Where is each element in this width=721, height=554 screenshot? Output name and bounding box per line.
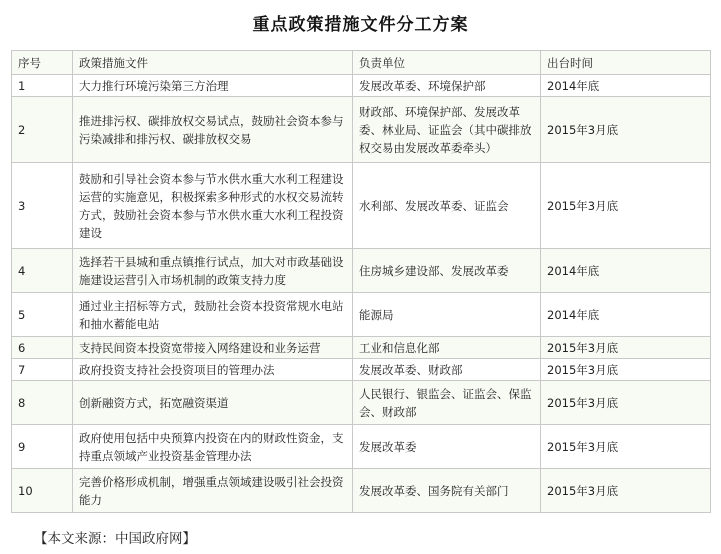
row-num: 8 <box>12 381 73 425</box>
row-num: 3 <box>12 163 73 249</box>
row-unit: 能源局 <box>353 293 541 337</box>
row-unit: 财政部、环境保护部、发展改革委、林业局、证监会（其中碳排放权交易由发展改革委牵头） <box>353 97 541 163</box>
table-header-row <box>12 51 711 75</box>
policy-table <box>11 50 711 513</box>
row-num: 10 <box>12 469 73 513</box>
table-row <box>12 359 711 381</box>
header-measure: 政策措施文件 <box>73 51 353 75</box>
row-num: 2 <box>12 97 73 163</box>
row-time: 2014年底 <box>541 75 711 97</box>
row-time: 2015年3月底 <box>541 359 711 381</box>
row-unit: 住房城乡建设部、发展改革委 <box>353 249 541 293</box>
row-num: 4 <box>12 249 73 293</box>
table-row <box>12 293 711 337</box>
row-time: 2015年3月底 <box>541 163 711 249</box>
table-row <box>12 75 711 97</box>
row-unit: 水利部、发展改革委、证监会 <box>353 163 541 249</box>
table-row <box>12 163 711 249</box>
row-measure: 创新融资方式，拓宽融资渠道 <box>73 381 353 425</box>
row-measure: 政府使用包括中央预算内投资在内的财政性资金，支持重点领域产业投资基金管理办法 <box>73 425 353 469</box>
row-num: 6 <box>12 337 73 359</box>
header-time: 出台时间 <box>541 51 711 75</box>
row-measure: 鼓励和引导社会资本参与节水供水重大水利工程建设运营的实施意见，积极探索多种形式的水权交易流转方式，鼓励社会资本参与节水供水重大水利工程投资建设 <box>73 163 353 249</box>
row-num: 9 <box>12 425 73 469</box>
row-time: 2015年3月底 <box>541 425 711 469</box>
row-measure: 完善价格形成机制，增强重点领域建设吸引社会投资能力 <box>73 469 353 513</box>
row-num: 7 <box>12 359 73 381</box>
row-time: 2015年3月底 <box>541 97 711 163</box>
row-time: 2015年3月底 <box>541 337 711 359</box>
row-measure: 选择若干县城和重点镇推行试点，加大对市政基础设施建设运营引入市场机制的政策支持力度 <box>73 249 353 293</box>
row-measure: 推进排污权、碳排放权交易试点，鼓励社会资本参与污染减排和排污权、碳排放权交易 <box>73 97 353 163</box>
row-time: 2015年3月底 <box>541 469 711 513</box>
row-time: 2015年3月底 <box>541 381 711 425</box>
row-measure: 政府投资支持社会投资项目的管理办法 <box>73 359 353 381</box>
row-unit: 发展改革委、环境保护部 <box>353 75 541 97</box>
row-num: 5 <box>12 293 73 337</box>
row-unit: 工业和信息化部 <box>353 337 541 359</box>
table-row <box>12 381 711 425</box>
row-unit: 发展改革委、国务院有关部门 <box>353 469 541 513</box>
row-measure: 支持民间资本投资宽带接入网络建设和业务运营 <box>73 337 353 359</box>
page-title: 重点政策措施文件分工方案 <box>252 15 469 35</box>
header-num: 序号 <box>12 51 73 75</box>
table-row <box>12 469 711 513</box>
row-unit: 人民银行、银监会、证监会、保监会、财政部 <box>353 381 541 425</box>
row-num: 1 <box>12 75 73 97</box>
row-unit: 发展改革委、财政部 <box>353 359 541 381</box>
row-time: 2014年底 <box>541 249 711 293</box>
table-row <box>12 425 711 469</box>
row-measure: 大力推行环境污染第三方治理 <box>73 75 353 97</box>
row-unit: 发展改革委 <box>353 425 541 469</box>
source-note: 【本文来源：中国政府网】 <box>34 531 196 547</box>
table-row <box>12 97 711 163</box>
row-measure: 通过业主招标等方式，鼓励社会资本投资常规水电站和抽水蓄能电站 <box>73 293 353 337</box>
header-unit: 负责单位 <box>353 51 541 75</box>
table-row <box>12 337 711 359</box>
table-row <box>12 249 711 293</box>
row-time: 2014年底 <box>541 293 711 337</box>
